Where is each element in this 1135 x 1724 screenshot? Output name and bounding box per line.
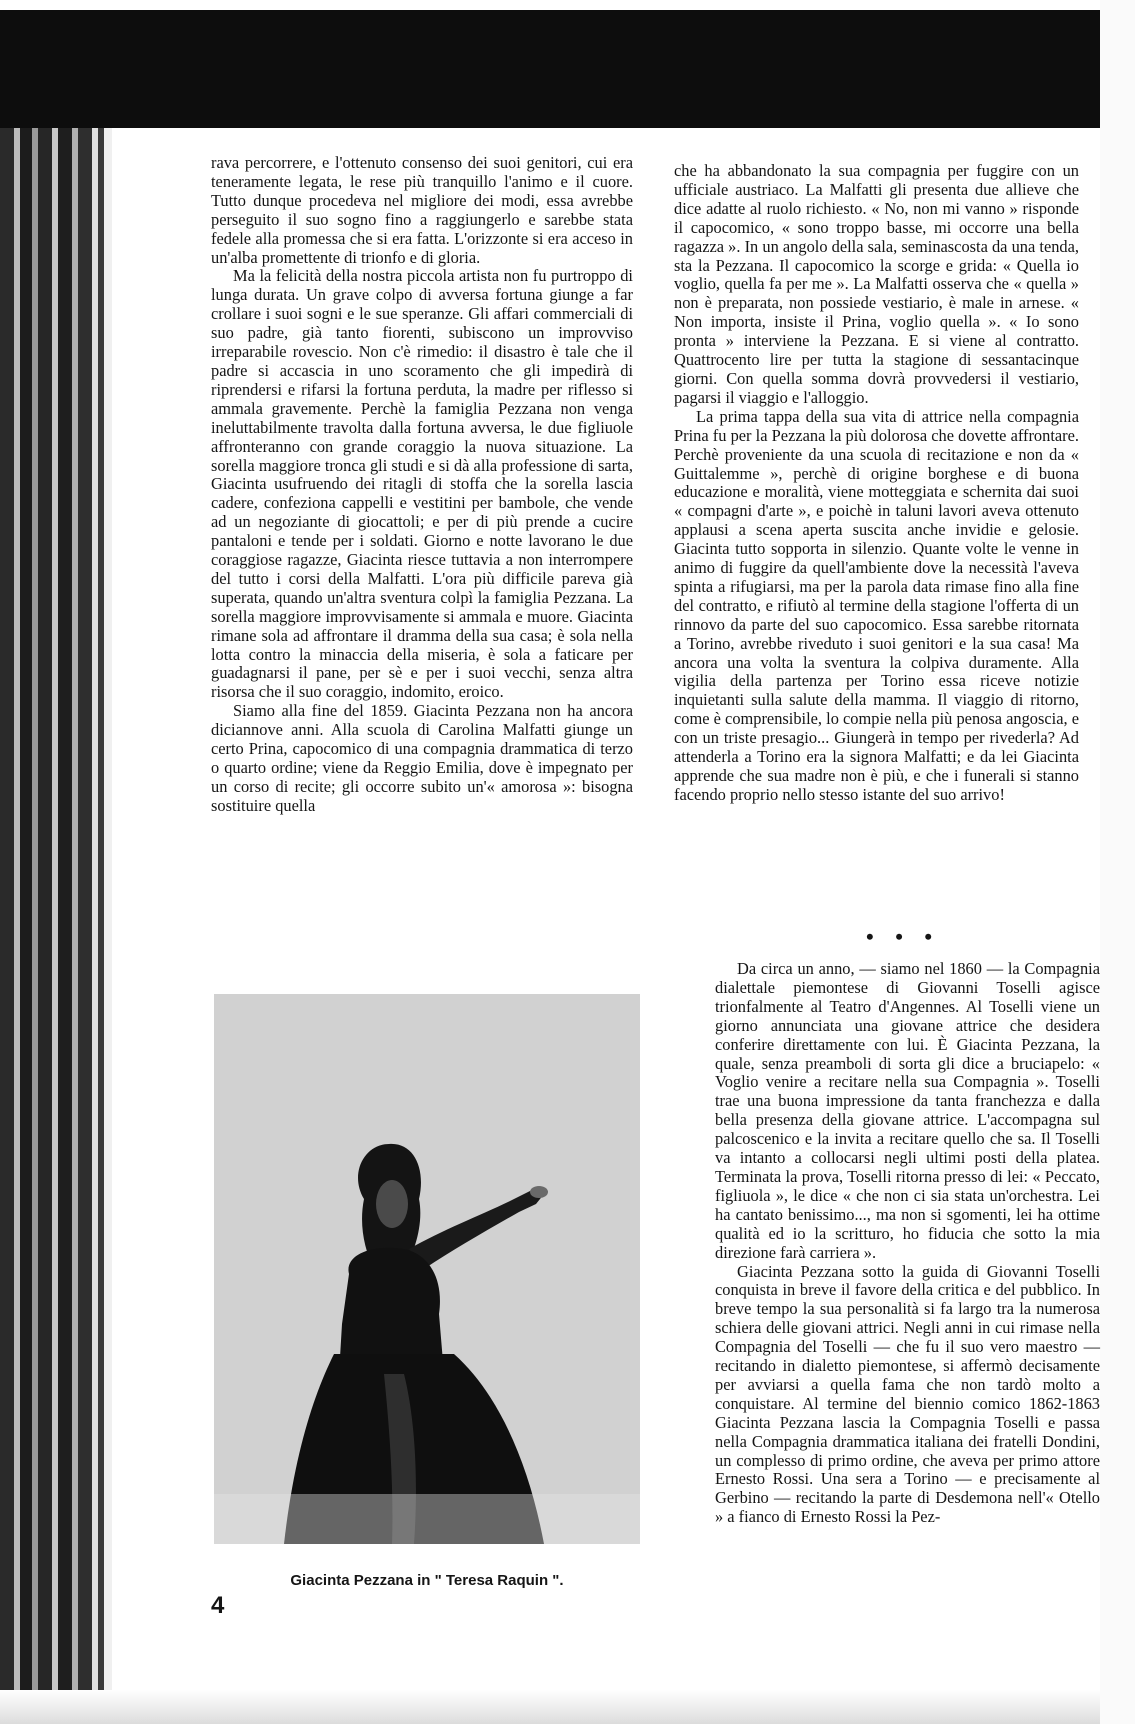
scan-right-edge: [1100, 0, 1135, 1724]
paragraph: Da circa un anno, — siamo nel 1860 — la Compagnia dialettale piemontese di Giovanni Toselli agisce trionfalmente al Teatro d'Angennes. Al Toselli viene un giorno annunciata una giovane attrice che desidera conferire direttamente con lui. È Giacinta Pezzana, la quale, senza preamboli di sorta gli dice a bruciapelo: « Voglio venire a recitare nella sua Compagnia ». Toselli trae una buona impressione da tanta franchezza e dalla bella presenza della giovane attrice. L'accompagna sul palcoscenico e la invita a recitare quello che sa. Il Toselli va intanto a collocarsi negli ultimi posti della platea. Terminata la prova, Toselli ritorna presso di lei: « Peccato, figliuola », le dice « che non ci sia stata un'orchestra. Lei ha cantato benissimo..., ma non si sgomenti, lei ha ottime qualità ed io la scritturo, ho fiducia che sotto la mia direzione farà carriera ».: [715, 959, 1100, 1262]
paragraph: rava percorrere, e l'ottenuto consenso dei suoi genitori, cui era teneramente legata, le rese più tranquillo l'animo e il cuore. Tutto dunque procedeva nel migliore dei modi, essa avrebbe perseguito il suo sogno fino a raggiungerlo e sarebbe stata fedele alla promessa che si era fatta. L'orizzonte si era acceso in un'alba promettente di trionfo e di gloria.: [211, 153, 633, 267]
paragraph: La prima tappa della sua vita di attrice nella compagnia Prina fu per la Pezzana la più dolorosa che dovette affrontare. Perchè proveniente da una scuola di recitazione e non da « Guittalemme », perchè di origine borghese e di buona educazione e moralità, viene motteggiata e schernita dai suoi « compagni d'arte », e poichè in taluni lavori aveva ottenuto applausi a scena aperta suscita anche invidie e gelosie. Giacinta tutto sopporta in silenzio. Quante volte le venne in animo di fuggire da quell'ambiente dove la necessità l'aveva spinta a rifugiarsi, ma per la parola data rimase fino alla fine del contratto, e rifiutò al termine della stagione l'offerta di un rinnovo da parte del suo capocomico. Essa sarebbe ritornata a Torino, avrebbe riveduto i suoi genitori e la sua casa! Ma ancora una volta la sventura la colpiva duramente. Alla vigilia della partenza per Torino essa riceve notizie inquietanti sulla salute della mamma. Il viaggio di ritorno, come è comprensibile, lo compie nella più penosa angoscia, e con un triste presagio... Giungerà in tempo per rivederla? Ad attenderla a Torino era la signora Malfatti; e da lei Giacinta apprende che sua madre non è più, e che i funerali si stanno facendo proprio nello stesso istante del suo arrivo!: [674, 406, 1079, 804]
page-number: 4: [211, 1592, 225, 1619]
book-binding-edge: [0, 128, 112, 1724]
actress-photograph: [214, 994, 640, 1544]
paragraph: Ma la felicità della nostra piccola artista non fu purtroppo di lunga durata. Un grave colpo di avversa fortuna giunge a far crollare i suoi sogni e le sue speranze. Gli affari commerciali di suo padre, già tanto fiorenti, subiscono un improvviso irreparabile rovescio. Non c'è rimedio: il disastro è tale che il padre si accascia in uno scoramento che gli impedirà di riprendersi e rifarsi la fortuna perduta, la madre per riflesso si ammala gravemente. Perchè la famiglia Pezzana non venga ineluttabilmente travolta dalla fortuna avversa, le due figliuole affronteranno con grande coraggio la nuova situazione. La sorella maggiore tronca gli studi e si dà alla professione di sarta, Giacinta usufruendo dei ritagli di stoffa che la sorella lascia cadere, confeziona cappelli e vestitini per bambole, che vende ad un negoziante di giocattoli; e per di più prende a cucire pantaloni e tende per i soldati. Giorno e notte lavorano le due coraggiose ragazze, Giacinta riesce tuttavia a non interrompere del tutto i corsi della Malfatti. L'ora più difficile pareva già superata, quando un'altra sventura colpì la famiglia Pezzana. La sorella maggiore improvvisamente si ammala e muore. Giacinta rimane sola ad affrontare il dramma della sua casa; è sola nella lotta contro la minaccia della miseria, è sola a faticare per guadagnarsi il pane, per sè e per i suoi vecchi, senza altra risorsa che il suo coraggio, indomito, eroico.: [211, 266, 633, 702]
photo-caption: Giacinta Pezzana in " Teresa Raquin ".: [290, 1572, 564, 1589]
photo-illustration: [214, 994, 640, 1544]
paragraph: che ha abbandonato la sua compagnia per fuggire con un ufficiale austriaco. La Malfatti gli presenta due allieve che dice adatte al ruolo richiesto. « No, non mi vanno » risponde il capocomico, « sono troppo basse, mi occorre una bella ragazza ». In un angolo della sala, seminascosta da una tenda, sta la Pezzana. Il capocomico la scorge e grida: « Quella io voglio, quella fa per me ». La Malfatti osserva che « quella » non è preparata, non possiede vestiario, è male in arnese. « Non importa, insiste il Prina, voglio quella ». « Io sono pronta » interviene la Pezzana. E si viene al contratto. Quattrocento lire per tutta la stagione di sessantacinque giorni. Con quella somma dovrà provvedersi il vestiario, pagarsi il viaggio e l'alloggio.: [674, 161, 1079, 407]
section-separator: • • •: [866, 924, 941, 949]
article-column-right-bottom: [715, 960, 1100, 1527]
article-column-right-top: [674, 162, 1079, 805]
article-column-left: [211, 154, 633, 816]
scan-bottom-shade: [0, 1690, 1100, 1724]
scan-top-bar: [0, 10, 1100, 128]
paragraph: Siamo alla fine del 1859. Giacinta Pezzana non ha ancora diciannove anni. Alla scuola di Carolina Malfatti giunge un certo Prina, capocomico di una compagnia drammatica di terzo o quarto ordine; viene da Reggio Emilia, dove è impegnato per un corso di recite; gli occorre subito un'« amorosa »: bisogna sostituire quella: [211, 701, 633, 815]
paragraph: Giacinta Pezzana sotto la guida di Giovanni Toselli conquista in breve il favore della critica e del pubblico. In breve tempo la sua personalità si fa largo tra la numerosa schiera delle giovani attrici. Negli anni in cui rimase nella Compagnia del Toselli — che fu il suo vero maestro — recitando in dialetto piemontese, si affermò decisamente per avviarsi a quella fama che non tardò molto a conquistare. Al termine del biennio comico 1862-1863 Giacinta Pezzana lascia la Compagnia Toselli e passa nella Compagnia drammatica italiana dei fratelli Dondini, un complesso di primo ordine, che aveva per primo attore Ernesto Rossi. Una sera a Torino — e precisamente al Gerbino — recitando la parte di Desdemona nell'« Otello » a fianco di Ernesto Rossi la Pez-: [715, 1261, 1100, 1527]
